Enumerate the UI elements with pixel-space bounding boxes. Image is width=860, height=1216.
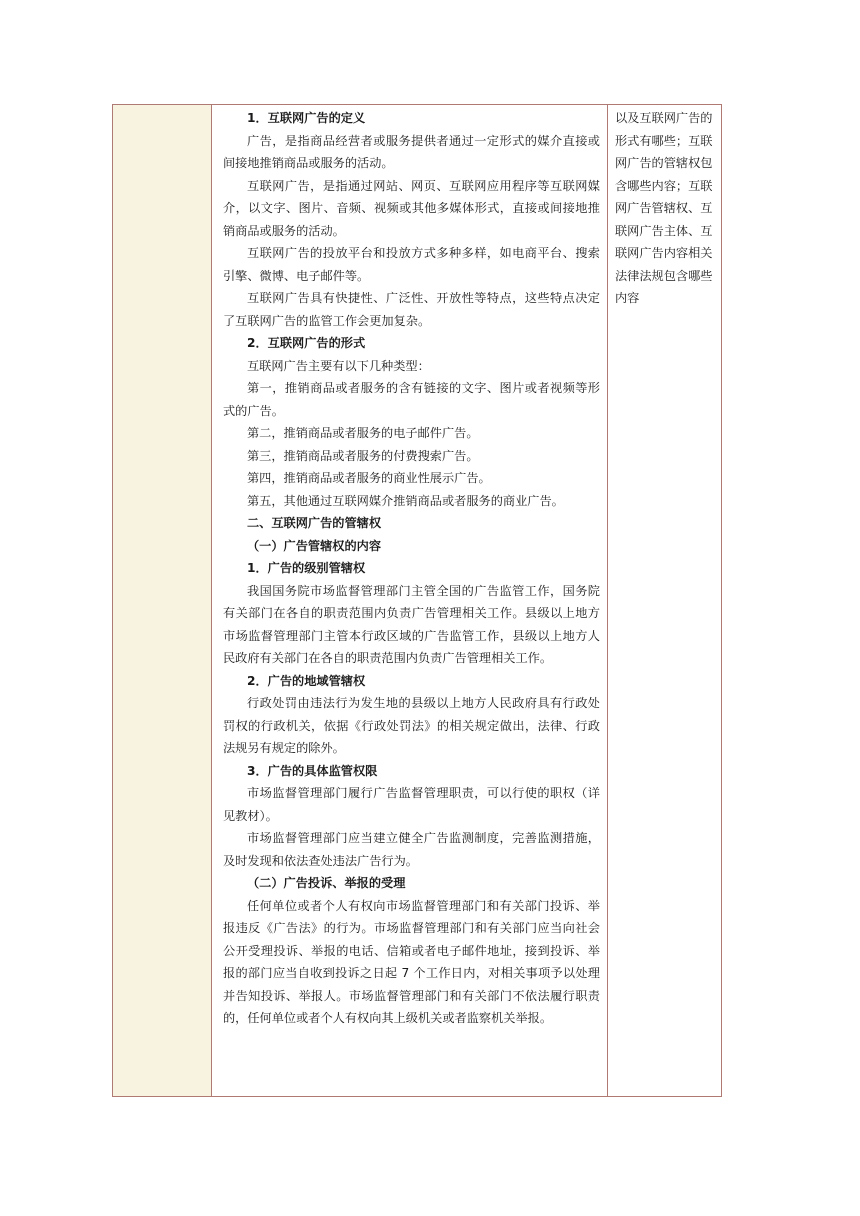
paragraph: 市场监督管理部门履行广告监督管理职责，可以行使的职权（详见教材）。 — [223, 786, 600, 823]
paragraph: 第四，推销商品或者服务的商业性展示广告。 — [247, 471, 491, 485]
heading-level-jurisdiction: 1．广告的级别管辖权 — [247, 561, 366, 575]
note-cell — [608, 105, 721, 1096]
heading-jurisdiction-content: （一）广告管辖权的内容 — [247, 538, 382, 553]
heading-jurisdiction: 二、互联网广告的管辖权 — [247, 516, 382, 530]
paragraph: 任何单位或者个人有权向市场监督管理部门和有关部门投诉、举报违反《广告法》的行为。市场监督管理部门和有关部门应当向社会公开受理投诉、举报的电话、信箱或者电子邮件地址，接到投诉、举报的部门应当自收到投诉之日起 7 个工作日内，对相关事项予以处理并告知投诉、举报人。市场监督管理部门和有关部门不依法履行职责的，任何单位或者个人有权向其上级机关或者监察机关举报。 — [223, 898, 600, 1025]
paragraph: 互联网广告主要有以下几种类型： — [247, 358, 430, 373]
heading-forms: 2．互联网广告的形式 — [247, 336, 366, 350]
paragraph: 第五，其他通过互联网媒介推销商品或者服务的商业广告。 — [247, 493, 564, 508]
paragraph: 广告，是指商品经营者或服务提供者通过一定形式的媒介直接或间接地推销商品或服务的活动。 — [223, 133, 600, 170]
note-text: 以及互联网广告的形式有哪些；互联网广告的管辖权包含哪些内容；互联网广告管辖权、互联网广告主体、互联网广告内容相关法律法规包含哪些内容 — [615, 111, 713, 305]
heading-complaints: （二）广告投诉、举报的受理 — [247, 876, 406, 890]
paragraph: 互联网广告，是指通过网站、网页、互联网应用程序等互联网媒介，以文字、图片、音频、视频或其他多媒体形式，直接或间接地推销商品或服务的活动。 — [223, 178, 600, 238]
paragraph: 第一，推销商品或者服务的含有链接的文字、图片或者视频等形式的广告。 — [223, 381, 600, 418]
paragraph: 第二，推销商品或者服务的电子邮件广告。 — [247, 426, 479, 440]
heading-definition: 1．互联网广告的定义 — [247, 111, 366, 125]
paragraph: 我国国务院市场监督管理部门主管全国的广告监管工作，国务院有关部门在各自的职责范围内负责广告管理相关工作。县级以上地方市场监督管理部门主管本行政区域的广告监管工作，县级以上地方人民政府有关部门在各自的职责范围内负责广告管理相关工作。 — [223, 583, 600, 665]
main-content-cell — [212, 105, 608, 1096]
heading-regional-jurisdiction: 2．广告的地域管辖权 — [247, 673, 366, 688]
paragraph: 互联网广告具有快捷性、广泛性、开放性等特点，这些特点决定了互联网广告的监管工作会更加复杂。 — [223, 291, 600, 328]
paragraph: 互联网广告的投放平台和投放方式多种多样，如电商平台、搜索引擎、微博、电子邮件等。 — [223, 246, 600, 283]
paragraph: 行政处罚由违法行为发生地的县级以上地方人民政府具有行政处罚权的行政机关，依据《行政处罚法》的相关规定做出，法律、行政法规另有规定的除外。 — [223, 696, 600, 755]
heading-supervision-authority: 3．广告的具体监管权限 — [247, 763, 378, 778]
left-column — [113, 105, 212, 1096]
content-table — [112, 104, 722, 1097]
paragraph: 市场监督管理部门应当建立健全广告监测制度，完善监测措施，及时发现和依法查处违法广告行为。 — [223, 831, 600, 868]
paragraph: 第三，推销商品或者服务的付费搜索广告。 — [247, 448, 479, 463]
